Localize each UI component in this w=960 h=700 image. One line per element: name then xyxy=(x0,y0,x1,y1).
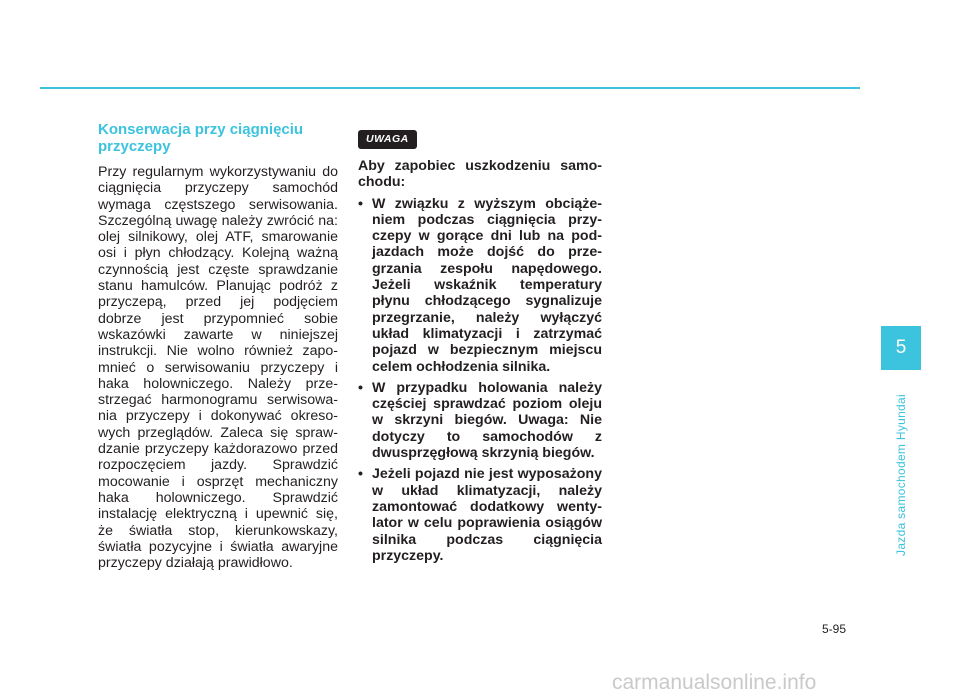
maintenance-section xyxy=(98,121,338,571)
watermark: carmanualsonline.info xyxy=(612,671,817,694)
warning-list xyxy=(358,196,602,565)
warning-box xyxy=(358,129,602,569)
warning-badge: UWAGA xyxy=(358,130,417,149)
warning-item xyxy=(358,196,602,375)
chapter-label: Jazda samochodem Hyundai xyxy=(894,394,908,556)
bullet-icon: • xyxy=(358,195,363,212)
warning-intro: Aby zapobiec uszkodzeniu samochodu: xyxy=(358,158,602,191)
bullet-icon: • xyxy=(358,379,363,396)
section-body: Przy regularnym wykorzystywaniu do ciągnięcia przyczepy samochód wymaga częstszego serwisowania. Szczególną uwagę należy zwrócić na: olej silnikowy, olej ATF, smarowanie osi i płyn chłodzący. Kolejną ważną czynnością jest częste sprawdzanie stanu hamulców. Planując podróż z przyczepą, przed jej podjęciem dobrze jest przypomnieć sobie wskazówki zawarte w niniejszej instrukcji. Nie wolno również zapomnieć o serwisowaniu przyczepy i haka holowniczego. Należy przestrzegać harmonogramu serwisowania przyczepy i dokonywać okresowych przeglądów. Zaleca się sprawdzanie przyczepy każdorazowo przed rozpoczęciem jazdy. Sprawdzić mocowanie i osprzęt mechaniczny haka holowniczego. Sprawdzić instalację elektryczną i upewnić się, że światła stop, kierunkowskazy, światła pozycyjne i światła awaryjne przyczepy działają prawidłowo. xyxy=(98,164,338,572)
page-number: 5-95 xyxy=(822,622,847,636)
chapter-tab: 5 xyxy=(881,326,921,370)
bullet-icon: • xyxy=(358,466,363,483)
section-title: Konserwacja przy ciągnięciu przyczepy xyxy=(98,121,304,155)
warning-item xyxy=(358,380,602,461)
warning-item-text: W przypadku holowania należy częściej sprawdzać poziom oleju w skrzyni biegów. Uwaga: Nie dotyczy to samochodów z dwusprzęgłową skrzynią biegów. xyxy=(372,379,602,462)
warning-item xyxy=(358,466,602,564)
warning-item-text: Jeżeli pojazd nie jest wyposażony w układ klimatyzacji, należy zamontować dodatkowy wentylator w celu poprawienia osiągów silnika podczas ciągnięcia przyczepy. xyxy=(372,466,602,564)
warning-item-text: W związku z wyższym obciążeniem podczas ciągnięcia przyczepy w gorące dni lub na podjazdach może dojść do przegrzania zespołu napędowego. Jeżeli wskaźnik temperatury płynu chłodzącego sygnalizuje przegrzanie, należy wyłączyć układ klimatyzacji i zatrzymać pojazd w bezpiecznym miejscu celem ochłodzenia silnika. xyxy=(372,195,602,375)
header-rule xyxy=(40,87,860,89)
